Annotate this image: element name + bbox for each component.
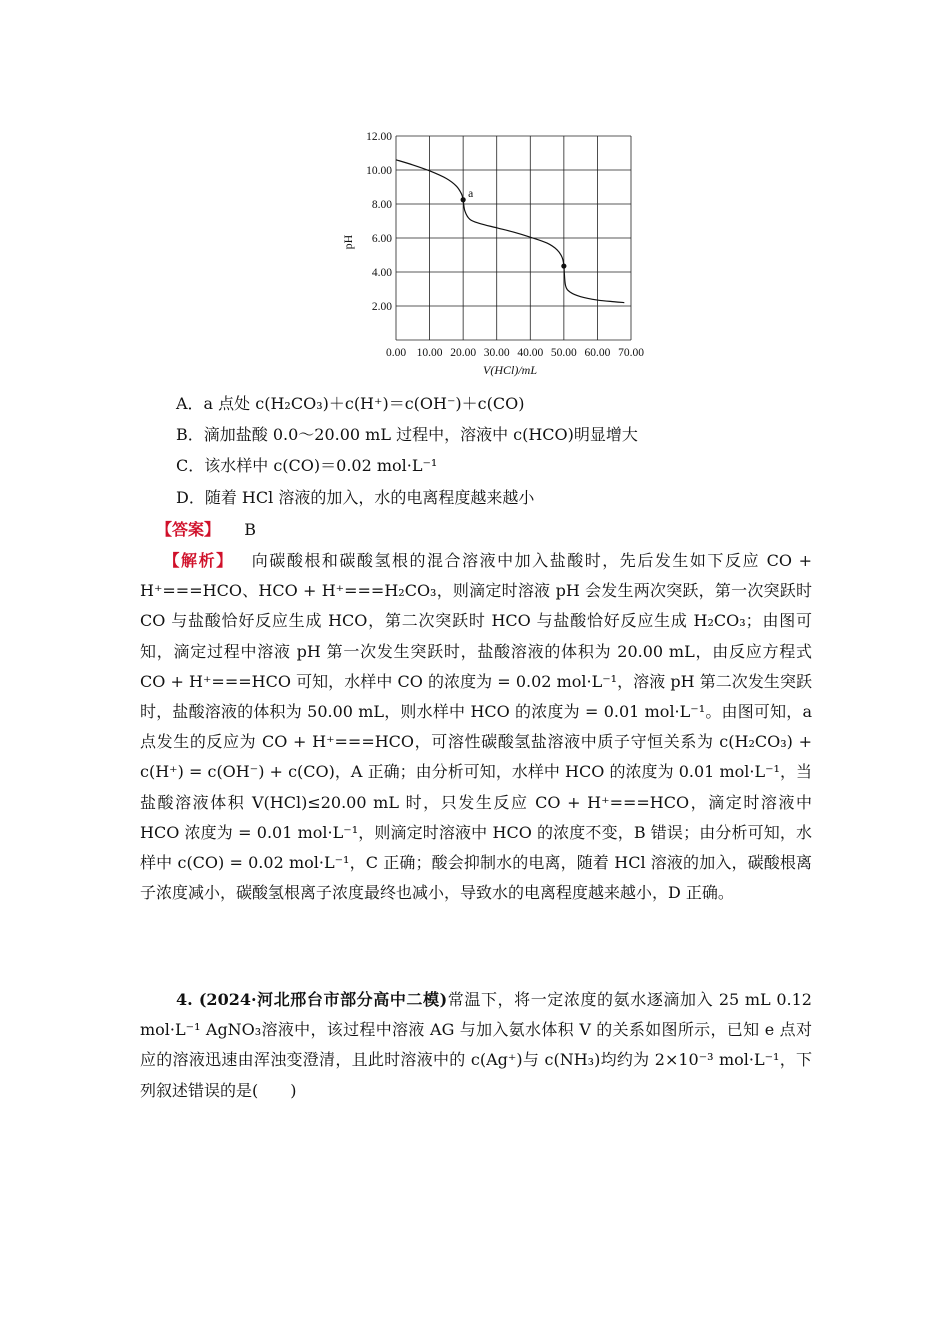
- x-tick-label: 60.00: [584, 347, 611, 359]
- analysis-body: 向碳酸根和碳酸氢根的混合溶液中加入盐酸时，先后发生如下反应 CO + H⁺===HCO、HCO + H⁺===H₂CO₃，则滴定时溶液 pH 会发生两次突跃，第一次突跃时 CO 与盐酸恰好反应生成 HCO，第二次突跃时 HCO 与盐酸恰好反应生成 H₂CO₃；由图可知，滴定过程中溶液 pH 第一次发生突跃时，盐酸溶液的体积为 20.00 mL，由反应方程式 CO + H⁺===HCO 可知，水样中 CO 的浓度为 = 0.02 mol·L⁻¹，溶液 pH 第二次发生突跃时，盐酸溶液的体积为 50.00 mL，则水样中 HCO 的浓度为 = 0.01 mol·L⁻¹。由图可知，a 点发生的反应为 CO + H⁺===HCO，可溶性碳酸氢盐溶液中质子守恒关系为 c(H₂CO₃) + c(H⁺) = c(OH⁻) + c(CO)，A 正确；由分析可知，水样中 HCO 的浓度为 0.01 mol·L⁻¹，当盐酸溶液体积 V(HCl)≤20.00 mL 时，只发生反应 CO + H⁺===HCO，滴定时溶液中 HCO 浓度为 = 0.01 mol·L⁻¹，则滴定时溶液中 HCO 的浓度不变，B 错误；由分析可知，水样中 c(CO) = 0.02 mol·L⁻¹，C 正确；酸会抑制水的电离，随着 HCl 溶液的加入，碳酸根离子浓度减小，碳酸氢根离子浓度最终也减小，导致水的电离程度越来越小，D 正确。: [140, 551, 812, 903]
- x-tick-labels: [386, 347, 644, 359]
- answer-value: B: [244, 520, 256, 539]
- y-tick-label: 4.00: [371, 267, 392, 279]
- x-tick-label: 0.00: [385, 347, 407, 359]
- x-axis-label: V(HCl)/mL: [483, 363, 537, 377]
- chart-grid: [396, 136, 631, 340]
- answer-line: [156, 515, 256, 545]
- analysis-paragraph: [140, 546, 812, 908]
- option-b: B．滴加盐酸 0.0～20.00 mL 过程中，溶液中 c(HCO)明显增大: [176, 425, 638, 444]
- y-tick-label: 10.00: [366, 165, 392, 177]
- analysis-tag: 【解析】: [162, 551, 234, 570]
- y-tick-label: 8.00: [371, 199, 392, 211]
- answer-tag: 【答案】: [156, 520, 221, 539]
- x-tick-label: 70.00: [618, 347, 644, 359]
- x-tick-label: 40.00: [517, 347, 544, 359]
- option-a: A．a 点处 c(H₂CO₃)＋c(H⁺)＝c(OH⁻)＋c(CO): [176, 394, 525, 413]
- option-c: C．该水样中 c(CO)＝0.02 mol·L⁻¹: [176, 456, 438, 475]
- chart-svg: [330, 126, 660, 382]
- y-axis-label: pH: [341, 234, 355, 250]
- chart-points: [461, 188, 567, 269]
- question-4: [140, 985, 812, 1106]
- x-tick-label: 30.00: [483, 347, 510, 359]
- y-tick-label: 12.00: [366, 131, 392, 143]
- question-4-source: 4. (2024·河北邢台市部分高中二模): [176, 990, 448, 1009]
- x-tick-label: 50.00: [550, 347, 577, 359]
- data-point: [561, 263, 566, 268]
- option-d: D．随着 HCl 溶液的加入，水的电离程度越来越小: [176, 488, 535, 507]
- titration-chart: [330, 126, 660, 382]
- x-tick-label: 20.00: [450, 347, 477, 359]
- question-4-body: 常温下，将一定浓度的氨水逐滴加入 25 mL 0.12 mol·L⁻¹ AgNO₃溶液中，该过程中溶液 AG 与加入氨水体积 V 的关系如图所示，已知 e 点对应的溶液迅速由浑浊变澄清，且此时溶液中的 c(Ag⁺)与 c(NH₃)均约为 2×10⁻³ mol·L⁻¹，下列叙述错误的是( ): [140, 990, 812, 1100]
- data-point: [461, 197, 466, 202]
- y-tick-labels: [366, 131, 392, 313]
- y-tick-label: 6.00: [371, 233, 392, 245]
- ph-curve: [396, 160, 624, 303]
- point-label: a: [468, 187, 474, 200]
- y-tick-label: 2.00: [371, 301, 392, 313]
- x-tick-label: 10.00: [416, 347, 443, 359]
